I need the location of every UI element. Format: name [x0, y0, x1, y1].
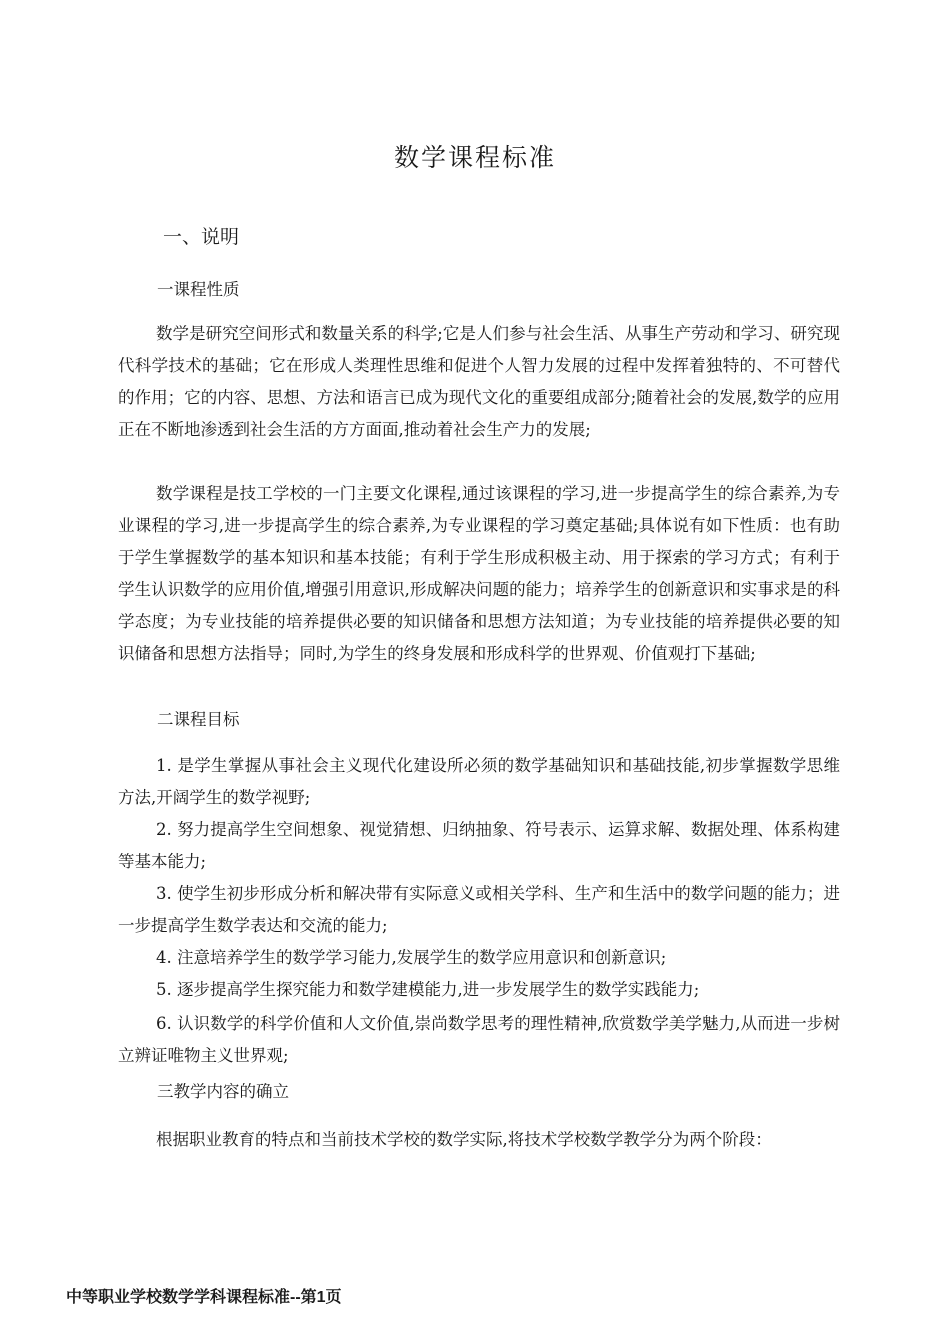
subheading-course-goals: 二课程目标 — [157, 710, 240, 729]
goal-item-6: 6. 认识数学的科学价值和人文价值,崇尚数学思考的理性精神,欣赏数学美学魅力,从而进一步树立辨证唯物主义世界观; — [118, 1014, 840, 1065]
document-title: 数学课程标准 — [393, 143, 556, 172]
subheading-course-nature: 一课程性质 — [157, 280, 240, 299]
goal-item-5: 5. 逐步提高学生探究能力和数学建模能力,进一步发展学生的数学实践能力; — [156, 980, 700, 999]
goal-item-3: 3. 使学生初步形成分析和解决带有实际意义或相关学科、生产和生活中的数学问题的能力；进一步提高学生数学表达和交流的能力; — [118, 884, 840, 935]
page-footer: 中等职业学校数学学科课程标准--第1页 — [66, 1289, 342, 1306]
paragraph-nature-1: 数学是研究空间形式和数量关系的科学;它是人们参与社会生活、从事生产劳动和学习、研究现代科学技术的基础；它在形成人类理性思维和促进个人智力发展的过程中发挥着独特的、不可替代的作用；它的内容、思想、方法和语言已成为现代文化的重要组成部分;随着社会的发展,数学的应用正在不断地渗透到社会生活的方方面面,推动着社会生产力的发展; — [118, 324, 840, 439]
goal-item-1: 1. 是学生掌握从事社会主义现代化建设所必须的数学基础知识和基础技能,初步掌握数学思维方法,开阔学生的数学视野; — [118, 756, 840, 807]
subheading-teaching-content: 三教学内容的确立 — [157, 1082, 289, 1101]
paragraph-content-1: 根据职业教育的特点和当前技术学校的数学实际,将技术学校数学教学分为两个阶段： — [156, 1130, 772, 1149]
paragraph-nature-2: 数学课程是技工学校的一门主要文化课程,通过该课程的学习,进一步提高学生的综合素养,为专业课程的学习,进一步提高学生的综合素养,为专业课程的学习奠定基础;具体说有如下性质：也有助于学生掌握数学的基本知识和基本技能；有利于学生形成积极主动、用于探索的学习方式；有利于学生认识数学的应用价值,增强引用意识,形成解决问题的能力；培养学生的创新意识和实事求是的科学态度；为专业技能的培养提供必要的知识储备和思想方法知道；为专业技能的培养提供必要的知识储备和思想方法指导；同时,为学生的终身发展和形成科学的世界观、价值观打下基础; — [118, 484, 840, 663]
goal-item-2: 2. 努力提高学生空间想象、视觉猜想、归纳抽象、符号表示、运算求解、数据处理、体系构建等基本能力; — [118, 820, 840, 871]
section-heading-explanation: 一、说明 — [163, 226, 240, 248]
goal-item-4: 4. 注意培养学生的数学学习能力,发展学生的数学应用意识和创新意识; — [156, 948, 667, 967]
